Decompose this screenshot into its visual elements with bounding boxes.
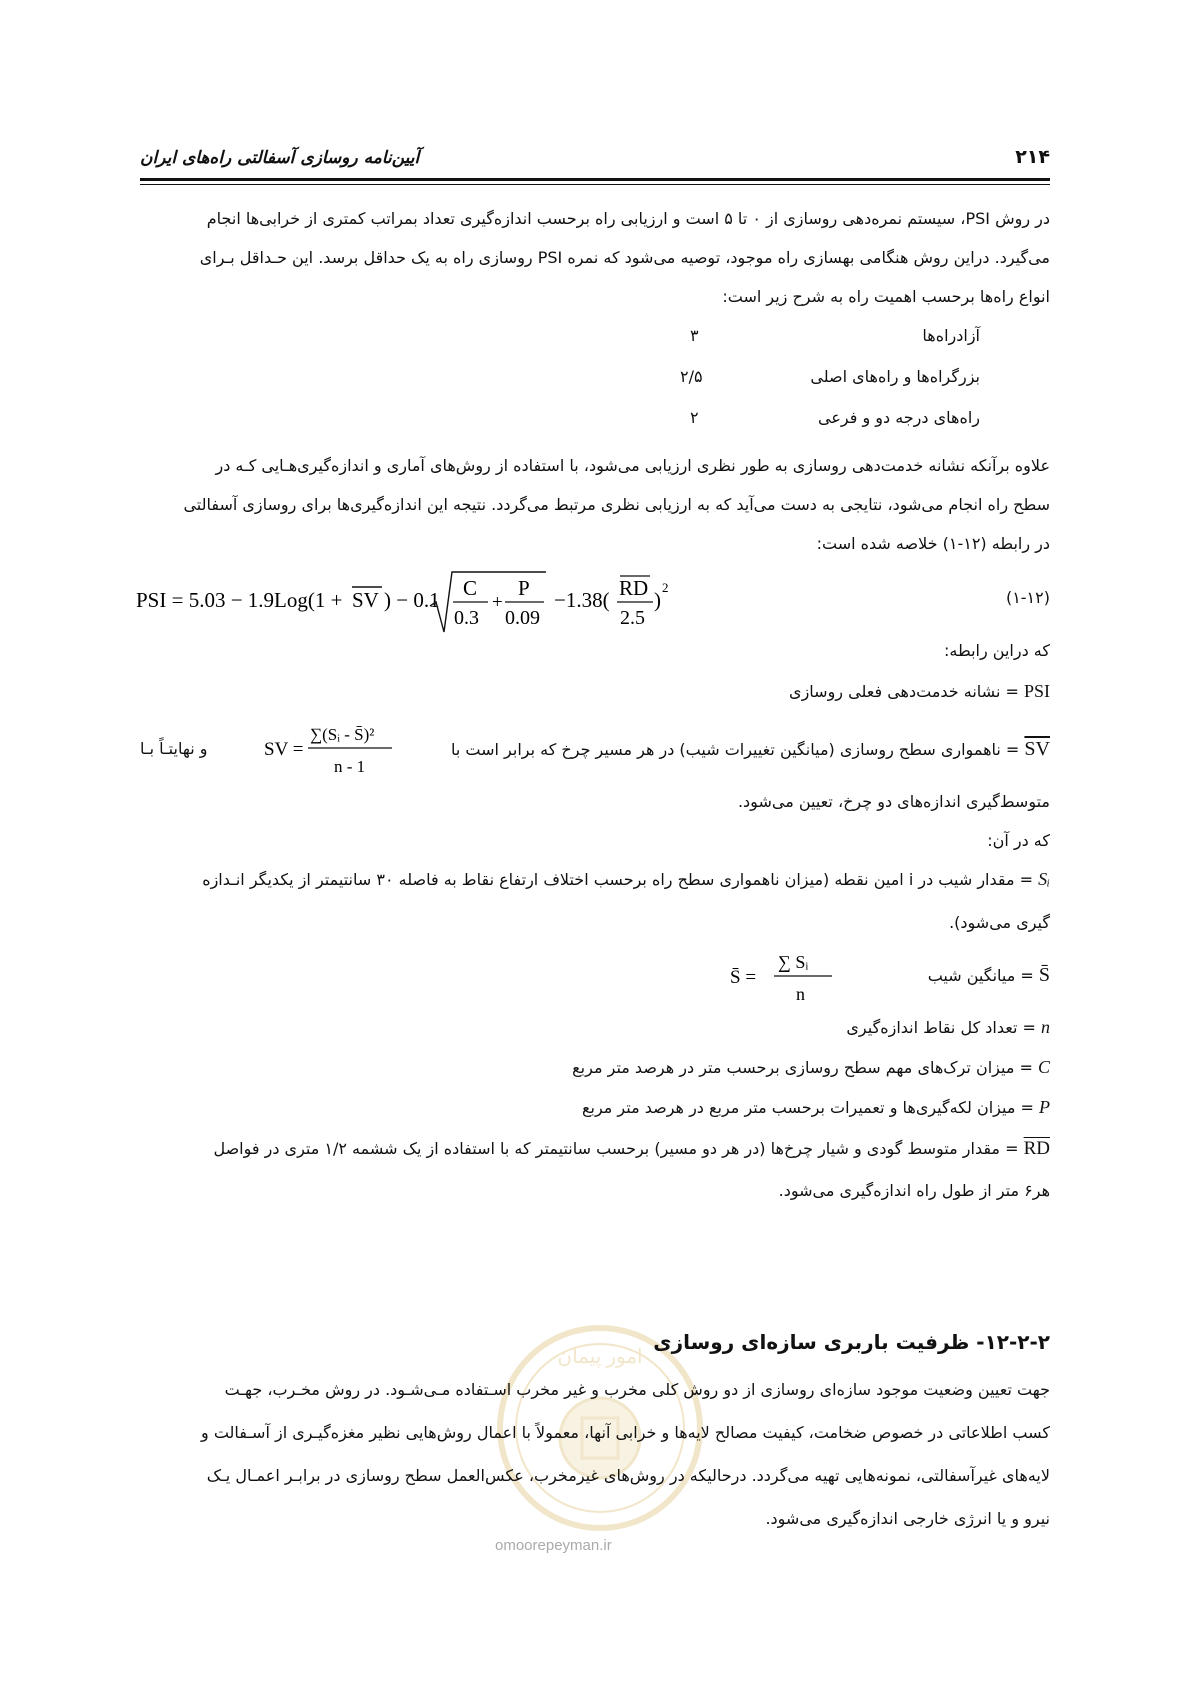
def-psi bbox=[789, 674, 1050, 709]
section-line2: کسب اطلاعاتی در خصوص ضخامت، کیفیت مصالح لایه‌ها و خرابی آنها، معمولاً با اعمال روش‌هایی نظیر مغزه‌گیـری از آسـفالت و bbox=[201, 1423, 1050, 1442]
road-type-label: بزرگراه‌ها و راه‌های اصلی bbox=[810, 367, 980, 386]
road-type-value: ۳ bbox=[690, 326, 699, 345]
running-header-title: آیین‌نامه روسازی آسفالتی راه‌های ایران bbox=[140, 148, 420, 168]
watermark-brand: امور پیمان bbox=[557, 1346, 643, 1368]
def-p-symbol: P bbox=[1039, 1097, 1050, 1117]
eq-sv: SV bbox=[352, 588, 379, 612]
def-n bbox=[846, 1010, 1050, 1045]
defs-intro: که دراین رابطه: bbox=[943, 641, 1050, 660]
def-psi-text: = نشانه خدمت‌دهی فعلی روسازی bbox=[789, 682, 1019, 701]
def-rd-symbol: RD bbox=[1023, 1138, 1050, 1159]
header-rule-thin bbox=[140, 184, 1050, 185]
def-c-symbol: C bbox=[1037, 1057, 1050, 1077]
def-sv-symbol: SV bbox=[1024, 738, 1050, 760]
para1-line1: در روش PSI، سیستم نمره‌دهی روسازی از ۰ تا ۵ است و ارزیابی راه برحسب اندازه‌گیری تعداد بمراتب کمتری از خرابی‌ها انجام bbox=[206, 209, 1050, 228]
sbar-numerator: ∑ Sᵢ bbox=[778, 952, 809, 972]
def-si-line2: گیری می‌شود). bbox=[949, 913, 1050, 932]
watermark-url: omoorepeyman.ir bbox=[495, 1537, 612, 1554]
def-sv-tail: و نهایتـاً بـا bbox=[140, 739, 208, 758]
page-number: ۲۱۴ bbox=[1015, 146, 1050, 168]
def-psi-symbol: PSI bbox=[1023, 681, 1050, 701]
def-rd-text: = مقدار متوسط گودی و شیار چرخ‌ها (در هر دو مسیر) برحسب سانتیمتر که با استفاده از یک ششمه ۱/۲ متری در فواصل bbox=[213, 1139, 1019, 1158]
section-heading: ۱۲-۲-۲- ظرفیت باربری سازه‌ای روسازی bbox=[653, 1330, 1050, 1354]
eq-mid: ) − 0.1 bbox=[384, 588, 440, 612]
def-si-symbol: Sᵢ bbox=[1038, 869, 1050, 889]
sv-numerator: ∑(Sᵢ - S̄)² bbox=[310, 725, 375, 744]
def-sv-text: = ناهمواری سطح روسازی (میانگین تغییرات شیب) در هر مسیر چرخ که برابر است با bbox=[450, 740, 1020, 759]
road-type-label: راه‌های درجه دو و فرعی bbox=[818, 408, 980, 427]
sv-formula bbox=[264, 712, 394, 782]
para1-line3: انواع راه‌ها برحسب اهمیت راه به شرح زیر است: bbox=[722, 287, 1050, 306]
sv-denominator: n - 1 bbox=[334, 757, 366, 776]
defs-where: که در آن: bbox=[987, 831, 1050, 850]
eq-rd-close: ) bbox=[654, 588, 661, 612]
road-type-value: ۲/۵ bbox=[680, 367, 703, 386]
def-sbar-symbol: S̄ bbox=[1038, 964, 1050, 986]
def-sbar-text: = میانگین شیب bbox=[927, 966, 1034, 985]
road-type-value: ۲ bbox=[690, 408, 699, 427]
para1-line2: می‌گیرد. دراین روش هنگامی بهسازی راه موجود، توصیه می‌شود که نمره PSI روسازی راه به یک حداقل برسد. این حـداقل بـرای bbox=[199, 248, 1050, 267]
def-c-text: = میزان ترک‌های مهم سطح روسازی برحسب متر در هرصد متر مربع bbox=[572, 1058, 1033, 1077]
header-rule bbox=[140, 178, 1050, 181]
eq-lhs: PSI = 5.03 − 1.9Log(1 + bbox=[136, 588, 343, 612]
sbar-formula bbox=[730, 940, 850, 1010]
eq-plus: + bbox=[492, 592, 503, 613]
sbar-denominator: n bbox=[796, 984, 805, 1004]
eq-c: C bbox=[463, 576, 478, 600]
def-n-symbol: n bbox=[1041, 1017, 1050, 1037]
section-line3: لایه‌های غیرآسفالتی، نمونه‌هایی تهیه می‌گردد. درحالیکه در روش‌های غیرمخرب، عکس‌العمل سطح روسازی در برابـر اعمـال یـک bbox=[206, 1466, 1050, 1485]
def-rd-line2: هر۶ متر از طول راه اندازه‌گیری می‌شود. bbox=[778, 1181, 1050, 1200]
psi-equation bbox=[130, 562, 690, 642]
sv-eq-lhs: SV = bbox=[264, 739, 304, 760]
eq-p: P bbox=[518, 576, 530, 600]
def-c bbox=[572, 1050, 1050, 1085]
eq-rd-den: 2.5 bbox=[620, 607, 645, 629]
road-type-label: آزادراه‌ها bbox=[922, 326, 980, 345]
para2-line1: علاوه برآنکه نشانه خدمت‌دهی روسازی به طور نظری ارزیابی می‌شود، با استفاده از روش‌های آماری و اندازه‌گیری‌هـایی کـه در bbox=[215, 456, 1050, 475]
para2-line3: در رابطه (۱۲-۱) خلاصه شده است: bbox=[816, 534, 1050, 553]
section-line4: نیرو و یا انرژی خارجی اندازه‌گیری می‌شود. bbox=[765, 1509, 1050, 1528]
eq-p-den: 0.09 bbox=[505, 607, 540, 629]
def-sv-line2: متوسط‌گیری اندازه‌های دو چرخ، تعیین می‌شود. bbox=[737, 792, 1050, 811]
equation-number: (۱-۱۲) bbox=[1005, 588, 1050, 607]
def-rd bbox=[140, 1132, 1050, 1166]
eq-rd: RD bbox=[619, 576, 649, 600]
def-sv bbox=[451, 732, 1050, 767]
section-line1: جهت تعیین وضعیت موجود سازه‌ای روسازی از دو روش کلی مخرب و غیر مخرب اسـتفاده مـی‌شـود. در روش مخـرب، جهـت bbox=[224, 1380, 1050, 1399]
def-p-text: = میزان لکه‌گیری‌ها و تعمیرات برحسب متر مربع در هرصد متر مربع bbox=[581, 1098, 1034, 1117]
eq-c-den: 0.3 bbox=[454, 607, 479, 629]
sbar-eq-lhs: S̄ = bbox=[730, 967, 757, 988]
def-p bbox=[582, 1090, 1050, 1125]
def-si bbox=[140, 862, 1050, 897]
eq-rd-coef: −1.38( bbox=[554, 588, 610, 612]
eq-exponent: 2 bbox=[662, 580, 669, 595]
para2-line2: سطح راه انجام می‌شود، نتایجی به دست می‌آید که به ارزیابی نظری مرتبط می‌گردد. نتیجه این اندازه‌گیری‌ها برای روسازی آسفالتی bbox=[183, 495, 1050, 514]
def-sbar bbox=[928, 958, 1050, 993]
def-si-text: = مقدار شیب در i امین نقطه (میزان ناهمواری سطح راه برحسب اختلاف ارتفاع نقاط به فاصله ۳۰ سانتیمتر از یکدیگر انـدازه bbox=[202, 870, 1034, 889]
def-n-text: = تعداد کل نقاط اندازه‌گیری bbox=[846, 1018, 1036, 1037]
